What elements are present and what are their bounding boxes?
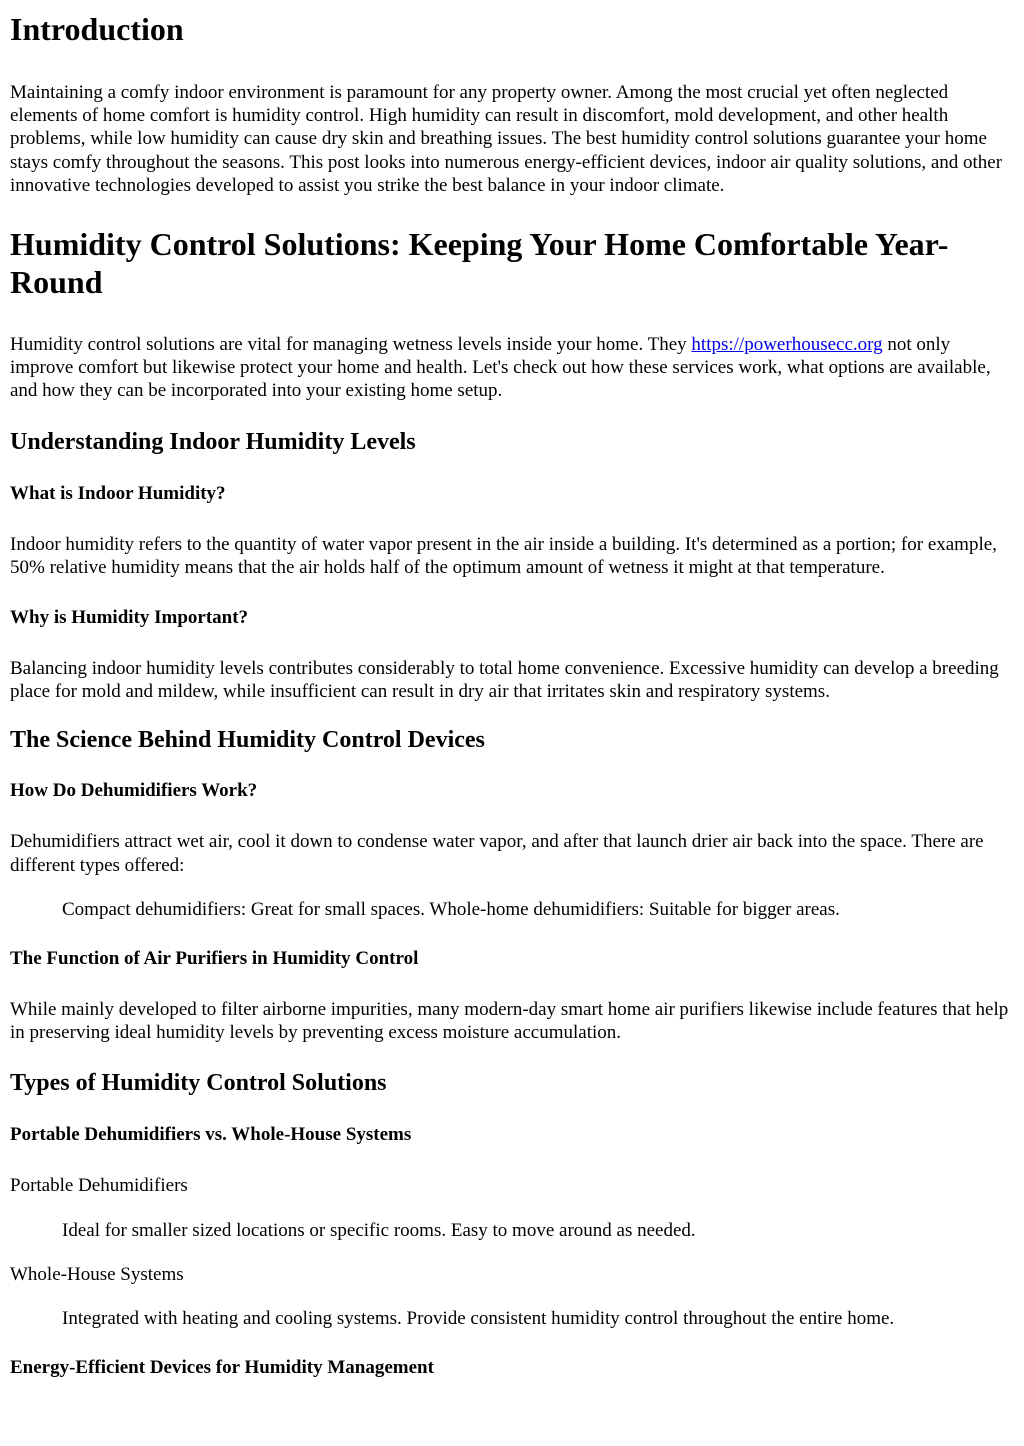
whole-house-description: Integrated with heating and cooling systems. Provide consistent humidity control throughout the entire home.: [62, 1308, 895, 1330]
what-is-heading: What is Indoor Humidity?: [10, 482, 226, 504]
portable-vs-heading: Portable Dehumidifiers vs. Whole-House Systems: [10, 1124, 412, 1146]
powerhouse-link[interactable]: https://powerhousecc.org: [691, 334, 883, 356]
main-paragraph: [10, 333, 1014, 403]
purifier-heading: The Function of Air Purifiers in Humidity Control: [10, 948, 419, 970]
types-heading: Types of Humidity Control Solutions: [10, 1070, 387, 1097]
energy-heading: Energy-Efficient Devices for Humidity Management: [10, 1357, 434, 1379]
why-paragraph: Balancing indoor humidity levels contributes considerably to total home convenience. Excessive humidity can develop a breeding place for mold and mildew, while insufficient can result in dry air that irritates skin and respiratory systems.: [10, 658, 999, 703]
whole-house-label: Whole-House Systems: [10, 1263, 184, 1285]
understanding-heading: Understanding Indoor Humidity Levels: [10, 428, 416, 455]
science-heading: The Science Behind Humidity Control Devices: [10, 727, 485, 754]
dehumidifiers-heading: How Do Dehumidifiers Work?: [10, 780, 258, 802]
what-is-paragraph: Indoor humidity refers to the quantity of water vapor present in the air inside a building. It's determined as a portion; for example, 50% relative humidity means that the air holds half of the optimum amount of wetness it might at that temperature.: [10, 533, 997, 578]
dehumidifier-types: Compact dehumidifiers: Great for small spaces. Whole-home dehumidifiers: Suitable for bigger areas.: [62, 898, 840, 920]
dehumidifiers-paragraph: Dehumidifiers attract wet air, cool it down to condense water vapor, and after that launch drier air back into the space. There are different types offered:: [10, 831, 984, 876]
portable-label: Portable Dehumidifiers: [10, 1175, 188, 1197]
why-heading: Why is Humidity Important?: [10, 607, 249, 629]
intro-paragraph: Maintaining a comfy indoor environment is paramount for any property owner. Among the most crucial yet often neglected elements of home comfort is humidity control. High humidity can result in discomfort, mold development, and other health problems, while low humidity can cause dry skin and breathing issues. The best humidity control solutions guarantee your home stays comfy throughout the seasons. This post looks into numerous energy-efficient devices, indoor air quality solutions, and other innovative technologies developed to assist you strike the best balance in your indoor climate.: [10, 82, 1003, 196]
main-heading: Humidity Control Solutions: Keeping Your Home Comfortable Year-Round: [10, 226, 949, 301]
intro-heading: Introduction: [10, 11, 184, 47]
main-paragraph-start: Humidity control solutions are vital for managing wetness levels inside your home. They: [10, 334, 692, 356]
main-paragraph-end: not only improve comfort but likewise protect your home and health. Let's check out how these services work, what options are available, and how they can be incorporated into your existing home setup.: [10, 334, 991, 402]
purifier-paragraph: While mainly developed to filter airborne impurities, many modern-day smart home air purifiers likewise include features that help in preserving ideal humidity levels by preventing excess moisture accumulation.: [10, 999, 1009, 1044]
portable-description: Ideal for smaller sized locations or specific rooms. Easy to move around as needed.: [62, 1219, 696, 1241]
